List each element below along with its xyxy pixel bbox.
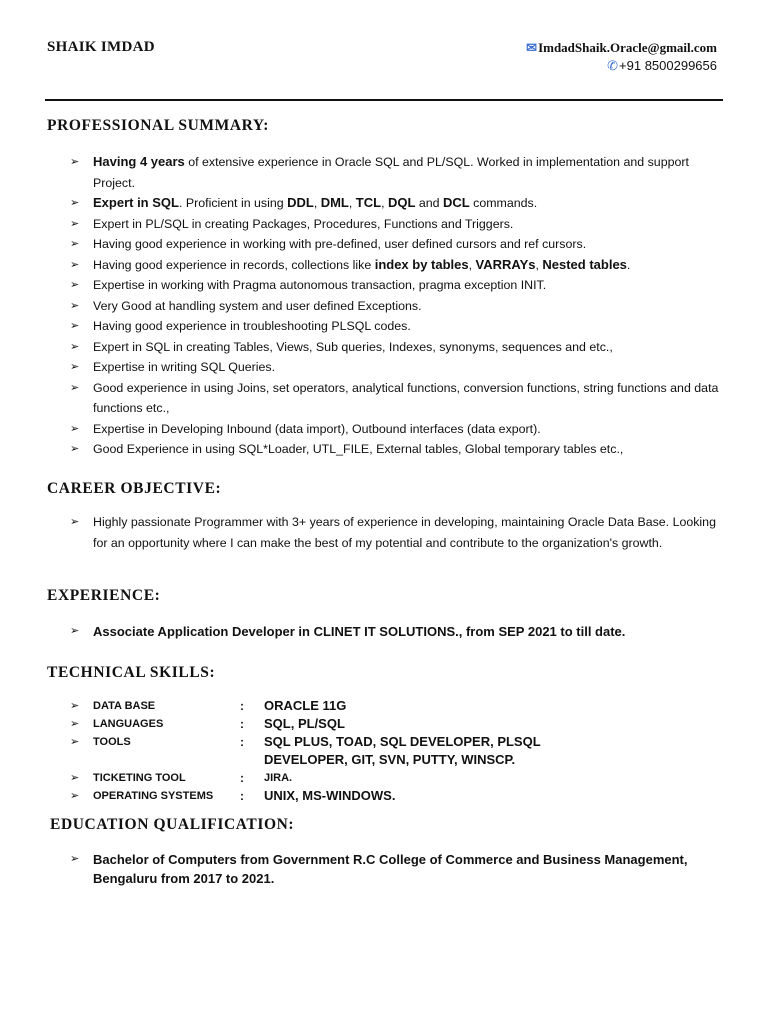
contact-email[interactable]: ImdadShaik.Oracle@gmail.com — [538, 40, 717, 55]
arrow-bullet-icon: ➢ — [70, 238, 80, 250]
contact-email-line — [526, 39, 717, 57]
arrow-bullet-icon: ➢ — [70, 422, 80, 435]
education-heading: EDUCATION QUALIFICATION: — [50, 816, 295, 833]
arrow-bullet-icon: ➢ — [70, 217, 80, 230]
skill-label: TOOLS — [93, 736, 131, 748]
list-item: ➢ Having 4 years of extensive experience in Oracle SQL and PL/SQL. Worked in implementation and support Project. — [70, 154, 689, 190]
skill-row-tools — [70, 733, 720, 769]
arrow-bullet-icon: ➢ — [70, 516, 80, 528]
experience-heading: EXPERIENCE: — [47, 587, 161, 604]
arrow-bullet-icon: ➢ — [70, 320, 80, 332]
education-item: ➢ Bachelor of Computers from Government R.C College of Commerce and Business Management, Bengaluru from 2017 to 2021. — [70, 852, 688, 886]
list-item: ➢ Expert in SQL in creating Tables, Views, Sub queries, Indexes, synonyms, sequences and etc., — [70, 337, 720, 358]
skill-label: LANGUAGES — [93, 718, 164, 730]
list-item: ➢ Expert in SQL. Proficient in using DDL, DML, TCL, DQL and DCL commands. — [70, 193, 720, 214]
arrow-bullet-icon: ➢ — [70, 299, 80, 312]
envelope-icon: ✉ — [526, 40, 538, 55]
arrow-bullet-icon: ➢ — [70, 381, 80, 394]
skill-row-languages — [70, 715, 720, 733]
list-item: ➢ Good experience in using Joins, set operators, analytical functions, conversion functions, string functions and data functions etc., — [70, 378, 720, 419]
contact-phone: +91 8500299656 — [619, 58, 717, 73]
header-divider — [45, 99, 723, 101]
skill-value: SQL, PL/SQL — [264, 716, 345, 731]
list-item: ➢ Having good experience in troubleshooting PLSQL codes. — [70, 316, 720, 337]
skill-separator: : — [240, 735, 244, 749]
list-item: ➢ Very Good at handling system and user defined Exceptions. — [70, 296, 720, 317]
arrow-bullet-icon: ➢ — [70, 790, 80, 802]
arrow-bullet-icon: ➢ — [70, 361, 80, 373]
arrow-bullet-icon: ➢ — [70, 853, 80, 865]
arrow-bullet-icon: ➢ — [70, 279, 80, 291]
contact-block — [526, 39, 717, 75]
list-item: ➢ Expert in PL/SQL in creating Packages, Procedures, Functions and Triggers. — [70, 214, 720, 235]
skill-separator: : — [240, 771, 244, 785]
skill-value: ORACLE 11G — [264, 698, 347, 713]
skill-row-os — [70, 787, 720, 805]
arrow-bullet-icon: ➢ — [70, 718, 80, 730]
skill-value: JIRA. — [264, 772, 293, 784]
skill-label: DATA BASE — [93, 700, 156, 712]
arrow-bullet-icon: ➢ — [70, 772, 80, 784]
arrow-bullet-icon: ➢ — [70, 156, 80, 168]
summary-heading: PROFESSIONAL SUMMARY: — [47, 117, 270, 134]
objective-list — [70, 512, 718, 553]
objective-heading: CAREER OBJECTIVE: — [47, 480, 222, 497]
skill-separator: : — [240, 789, 244, 803]
list-item: ➢ Good Experience in using SQL*Loader, UTL_FILE, External tables, Global temporary tables etc., — [70, 439, 720, 460]
skill-label: OPERATING SYSTEMS — [93, 790, 214, 802]
arrow-bullet-icon: ➢ — [70, 197, 80, 209]
arrow-bullet-icon: ➢ — [70, 443, 80, 455]
experience-item: ➢ Associate Application Developer in CLINET IT SOLUTIONS., from SEP 2021 to till date. — [70, 624, 626, 639]
list-item: ➢ Highly passionate Programmer with 3+ years of experience in developing, maintaining Oracle Data Base. Looking for an opportunity where I can make the best of my potential and contribute to the organization's growth. — [70, 512, 718, 553]
arrow-bullet-icon: ➢ — [70, 700, 80, 712]
skill-row-ticketing — [70, 769, 720, 787]
skill-separator: : — [240, 717, 244, 731]
skill-separator: : — [240, 699, 244, 713]
list-item: ➢ Having good experience in records, collections like index by tables, VARRAYs, Nested tables. — [70, 255, 720, 276]
candidate-name: SHAIK IMDAD — [47, 39, 155, 55]
summary-list — [70, 152, 720, 460]
skills-table — [70, 697, 720, 805]
skill-value: SQL PLUS, TOAD, SQL DEVELOPER, PLSQL DEVELOPER, GIT, SVN, PUTTY, WINSCP. — [264, 734, 541, 767]
skill-value: UNIX, MS-WINDOWS. — [264, 788, 396, 803]
arrow-bullet-icon: ➢ — [70, 340, 80, 353]
list-item: ➢ Having good experience in working with pre-defined, user defined cursors and ref cursors. — [70, 234, 720, 255]
arrow-bullet-icon: ➢ — [70, 625, 80, 637]
list-item: ➢ Expertise in writing SQL Queries. — [70, 357, 720, 378]
skill-label: TICKETING TOOL — [93, 772, 186, 784]
skill-row-database — [70, 697, 720, 715]
arrow-bullet-icon: ➢ — [70, 736, 80, 748]
skills-heading: TECHNICAL SKILLS: — [47, 664, 216, 681]
arrow-bullet-icon: ➢ — [70, 258, 80, 271]
list-item: ➢ Expertise in Developing Inbound (data import), Outbound interfaces (data export). — [70, 419, 720, 440]
phone-icon: ✆ — [607, 58, 619, 73]
list-item: ➢ Expertise in working with Pragma autonomous transaction, pragma exception INIT. — [70, 275, 720, 296]
contact-phone-line — [526, 57, 717, 75]
